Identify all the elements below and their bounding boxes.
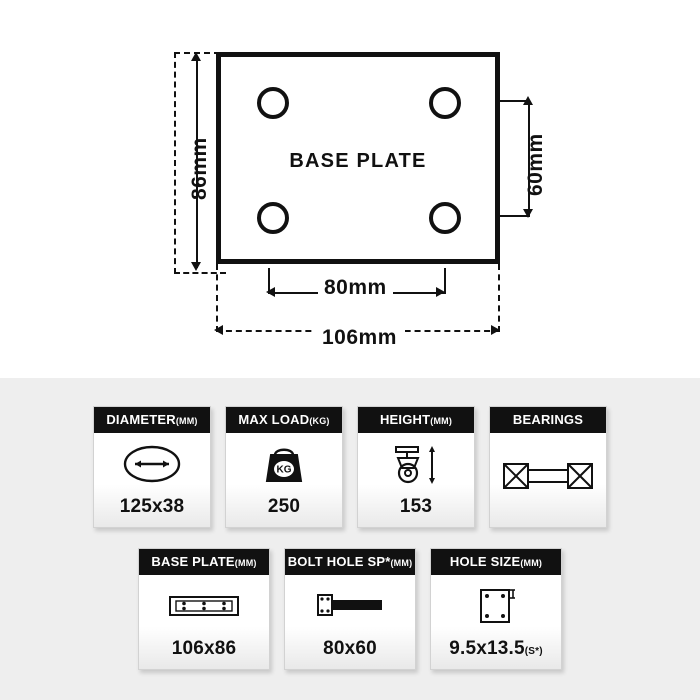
bolt-hole-bottom-right xyxy=(429,202,461,234)
spec-card-base-plate-header xyxy=(139,549,269,575)
spec-card-hole-size-title: HOLE SIZE xyxy=(449,554,521,569)
dash-left-extension xyxy=(174,52,176,274)
spec-row-1 xyxy=(0,406,700,528)
spec-card-hole-size-sup: (S*) xyxy=(524,646,543,657)
spec-card-bolt-hole-spacing-unit: (MM) xyxy=(390,558,413,568)
bolt-hole-bottom-left xyxy=(257,202,289,234)
spec-card-base-plate-body xyxy=(139,575,269,669)
spec-card-max-load-value: 250 xyxy=(267,496,301,517)
spec-row-2 xyxy=(0,548,700,670)
dash-width-left xyxy=(216,264,218,332)
spec-card-hole-size-unit: (MM) xyxy=(520,558,543,568)
weight-kg-icon xyxy=(262,441,306,487)
spec-panel xyxy=(0,378,700,700)
dim-label-height: 86mm xyxy=(188,137,211,200)
spec-card-height-header xyxy=(358,407,474,433)
spec-card-bearings xyxy=(489,406,607,528)
arrow-bolt-v-top xyxy=(523,96,533,105)
arrow-bolt-v-bottom xyxy=(523,209,533,218)
arrow-width-right xyxy=(491,325,500,335)
spec-card-diameter-header xyxy=(94,407,210,433)
caster-height-icon xyxy=(388,441,444,487)
spec-card-height-body xyxy=(358,433,474,527)
spec-card-base-plate-value: 106x86 xyxy=(171,638,237,659)
base-plate-rect xyxy=(216,52,500,264)
arrow-width-left xyxy=(214,325,223,335)
base-plate-icon xyxy=(166,583,242,629)
spec-card-base-plate xyxy=(138,548,270,670)
spec-card-diameter xyxy=(93,406,211,528)
bolt-hole-top-left xyxy=(257,87,289,119)
spec-card-diameter-value: 125x38 xyxy=(119,496,185,517)
spec-card-max-load-unit: (KG) xyxy=(309,416,330,426)
spec-card-max-load-header xyxy=(226,407,342,433)
bearing-icon xyxy=(500,441,596,511)
spec-card-bearings-body xyxy=(490,433,606,527)
dash-bottom-left-extension xyxy=(174,272,226,274)
spec-card-hole-size-number: 9.5x13.5 xyxy=(449,638,525,659)
spec-card-max-load-title: MAX LOAD xyxy=(238,412,310,427)
bolt-hole-top-right xyxy=(429,87,461,119)
spec-card-hole-size-body xyxy=(431,575,561,669)
spec-card-diameter-body xyxy=(94,433,210,527)
dim-label-width: 106mm xyxy=(314,326,405,350)
bolt-hole-spacing-icon xyxy=(312,583,388,629)
spec-card-bearings-title: BEARINGS xyxy=(512,412,584,427)
spec-card-max-load xyxy=(225,406,343,528)
dim-label-bolt-vertical: 60mm xyxy=(524,133,547,196)
dash-width-right xyxy=(498,264,500,332)
spec-card-hole-size-header xyxy=(431,549,561,575)
wheel-diameter-icon xyxy=(121,441,183,487)
spec-card-diameter-title: DIAMETER xyxy=(106,412,176,427)
spec-card-bolt-hole-spacing-body xyxy=(285,575,415,669)
dim-label-bolt-horizontal: 80mm xyxy=(318,276,393,300)
spec-card-height-value: 153 xyxy=(399,496,433,517)
arrow-height-top xyxy=(191,52,201,61)
arrow-bolt-h-left xyxy=(266,287,275,297)
spec-card-hole-size-value xyxy=(449,638,543,660)
spec-card-base-plate-title: BASE PLATE xyxy=(151,554,235,569)
spec-card-base-plate-unit: (MM) xyxy=(234,558,257,568)
hole-size-icon xyxy=(471,583,521,629)
arrow-height-bottom xyxy=(191,262,201,271)
spec-card-diameter-unit: (MM) xyxy=(175,416,198,426)
spec-card-bolt-hole-spacing-title: BOLT HOLE SP* xyxy=(287,554,391,569)
spec-card-bolt-hole-spacing-value: 80x60 xyxy=(323,638,377,659)
spec-card-bolt-hole-spacing-header xyxy=(285,549,415,575)
base-plate-title: BASE PLATE xyxy=(289,150,427,172)
spec-card-hole-size xyxy=(430,548,562,670)
spec-card-height xyxy=(357,406,475,528)
spec-card-bolt-hole-spacing xyxy=(284,548,416,670)
spec-card-height-unit: (MM) xyxy=(430,416,453,426)
arrow-bolt-h-right xyxy=(436,287,445,297)
spec-card-height-title: HEIGHT xyxy=(379,412,431,427)
spec-card-bearings-header xyxy=(490,407,606,433)
svg-text:KG: KG xyxy=(276,464,292,476)
spec-card-max-load-body xyxy=(226,433,342,527)
